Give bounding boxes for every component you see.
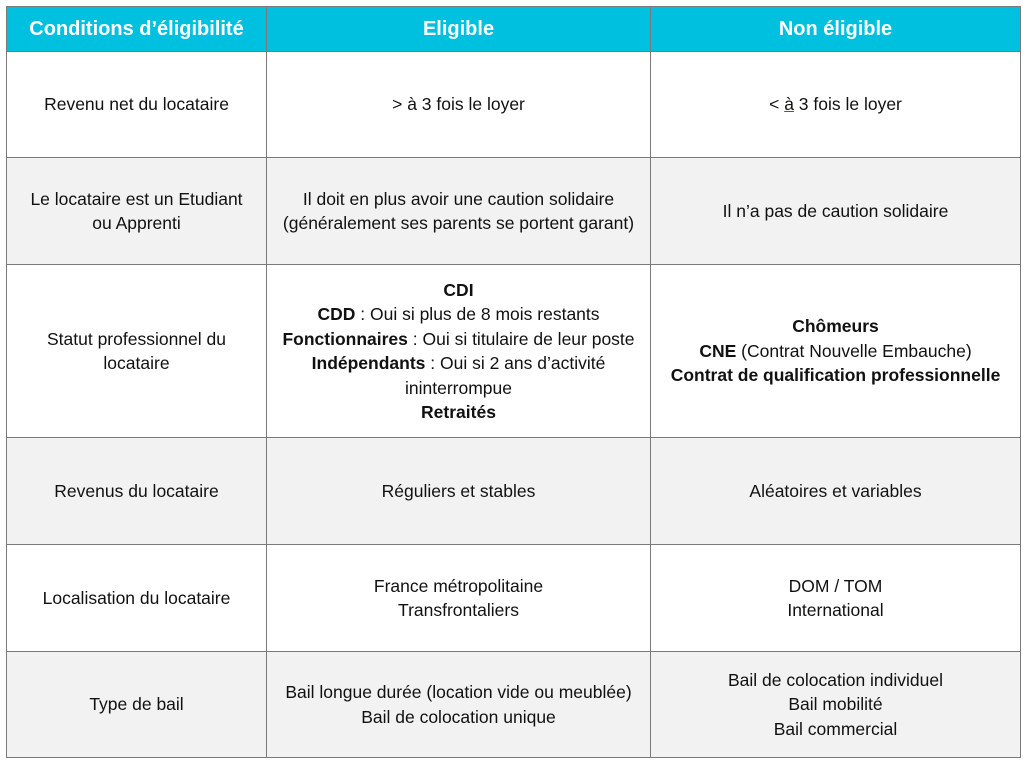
list-item: Bail de colocation individuel [728,669,943,690]
eligible-cell: Réguliers et stables [267,438,651,545]
table-row [7,438,1021,545]
row-label: Le locataire est un Etudiant ou Apprenti [7,158,267,265]
list-item: International [787,600,884,620]
independants-label: Indépendants [311,353,426,373]
list-item: Transfrontaliers [398,600,519,620]
eligibility-table [6,6,1021,758]
cdd-line [281,302,636,327]
cdd-label: CDD [317,304,356,324]
independants-text: : Oui si 2 ans d’activité ininterrompue [405,353,606,398]
chomeurs-label: Chômeurs [792,316,879,337]
list-item: Bail longue durée (location vide ou meublée) [285,682,632,702]
eligible-cell: > à 3 fois le loyer [267,52,651,158]
header-eligible: Eligible [267,7,651,52]
row-label: Revenu net du locataire [7,52,267,158]
list-item: Bail de colocation unique [361,706,556,727]
retraites-label: Retraités [421,402,496,422]
non-suffix: 3 fois le loyer [793,94,902,115]
independants-line [281,351,636,400]
list-item: Bail commercial [773,718,898,739]
eligible-cell [267,545,651,652]
non-eligible-cell [651,652,1021,758]
cdi-label: CDI [443,279,474,300]
non-eligible-cell: Aléatoires et variables [651,438,1021,545]
list-item: DOM / TOM [788,575,883,596]
eligible-cell [267,652,651,758]
qualification-label: Contrat de qualification professionnelle [670,365,1001,386]
fonctionnaires-label: Fonctionnaires [282,328,408,349]
row-label: Localisation du locataire [7,545,267,652]
table-row [7,52,1021,158]
non-eligible-cell [651,545,1021,652]
row-label: Revenus du locataire [7,438,267,545]
list-item: France métropolitaine [373,575,544,596]
cne-line [665,339,1006,364]
non-eligible-cell [651,52,1021,158]
cne-text: (Contrat Nouvelle Embauche) [736,340,972,361]
cdd-text: : Oui si plus de 8 mois restants [355,304,600,324]
table-row [7,265,1021,438]
row-label: Type de bail [7,652,267,758]
eligible-cell: Il doit en plus avoir une caution solidaire (généralement ses parents se portent garant) [267,158,651,265]
non-eligible-cell: Il n’a pas de caution solidaire [651,158,1021,265]
fonctionnaires-text: : Oui si titulaire de leur poste [407,328,635,349]
list-item: Bail mobilité [788,694,883,715]
table-row [7,158,1021,265]
header-row [7,7,1021,52]
non-eligible-cell [651,265,1021,438]
underlined-a: à [784,94,794,115]
row-label: Statut professionnel du locataire [7,265,267,438]
table-row [7,652,1021,758]
table-row [7,545,1021,652]
non-prefix: < [769,94,785,115]
fonctionnaires-line [281,327,636,352]
header-non-eligible: Non éligible [651,7,1021,52]
header-conditions: Conditions d’éligibilité [7,7,267,52]
eligible-cell [267,265,651,438]
cne-label: CNE [699,340,737,361]
